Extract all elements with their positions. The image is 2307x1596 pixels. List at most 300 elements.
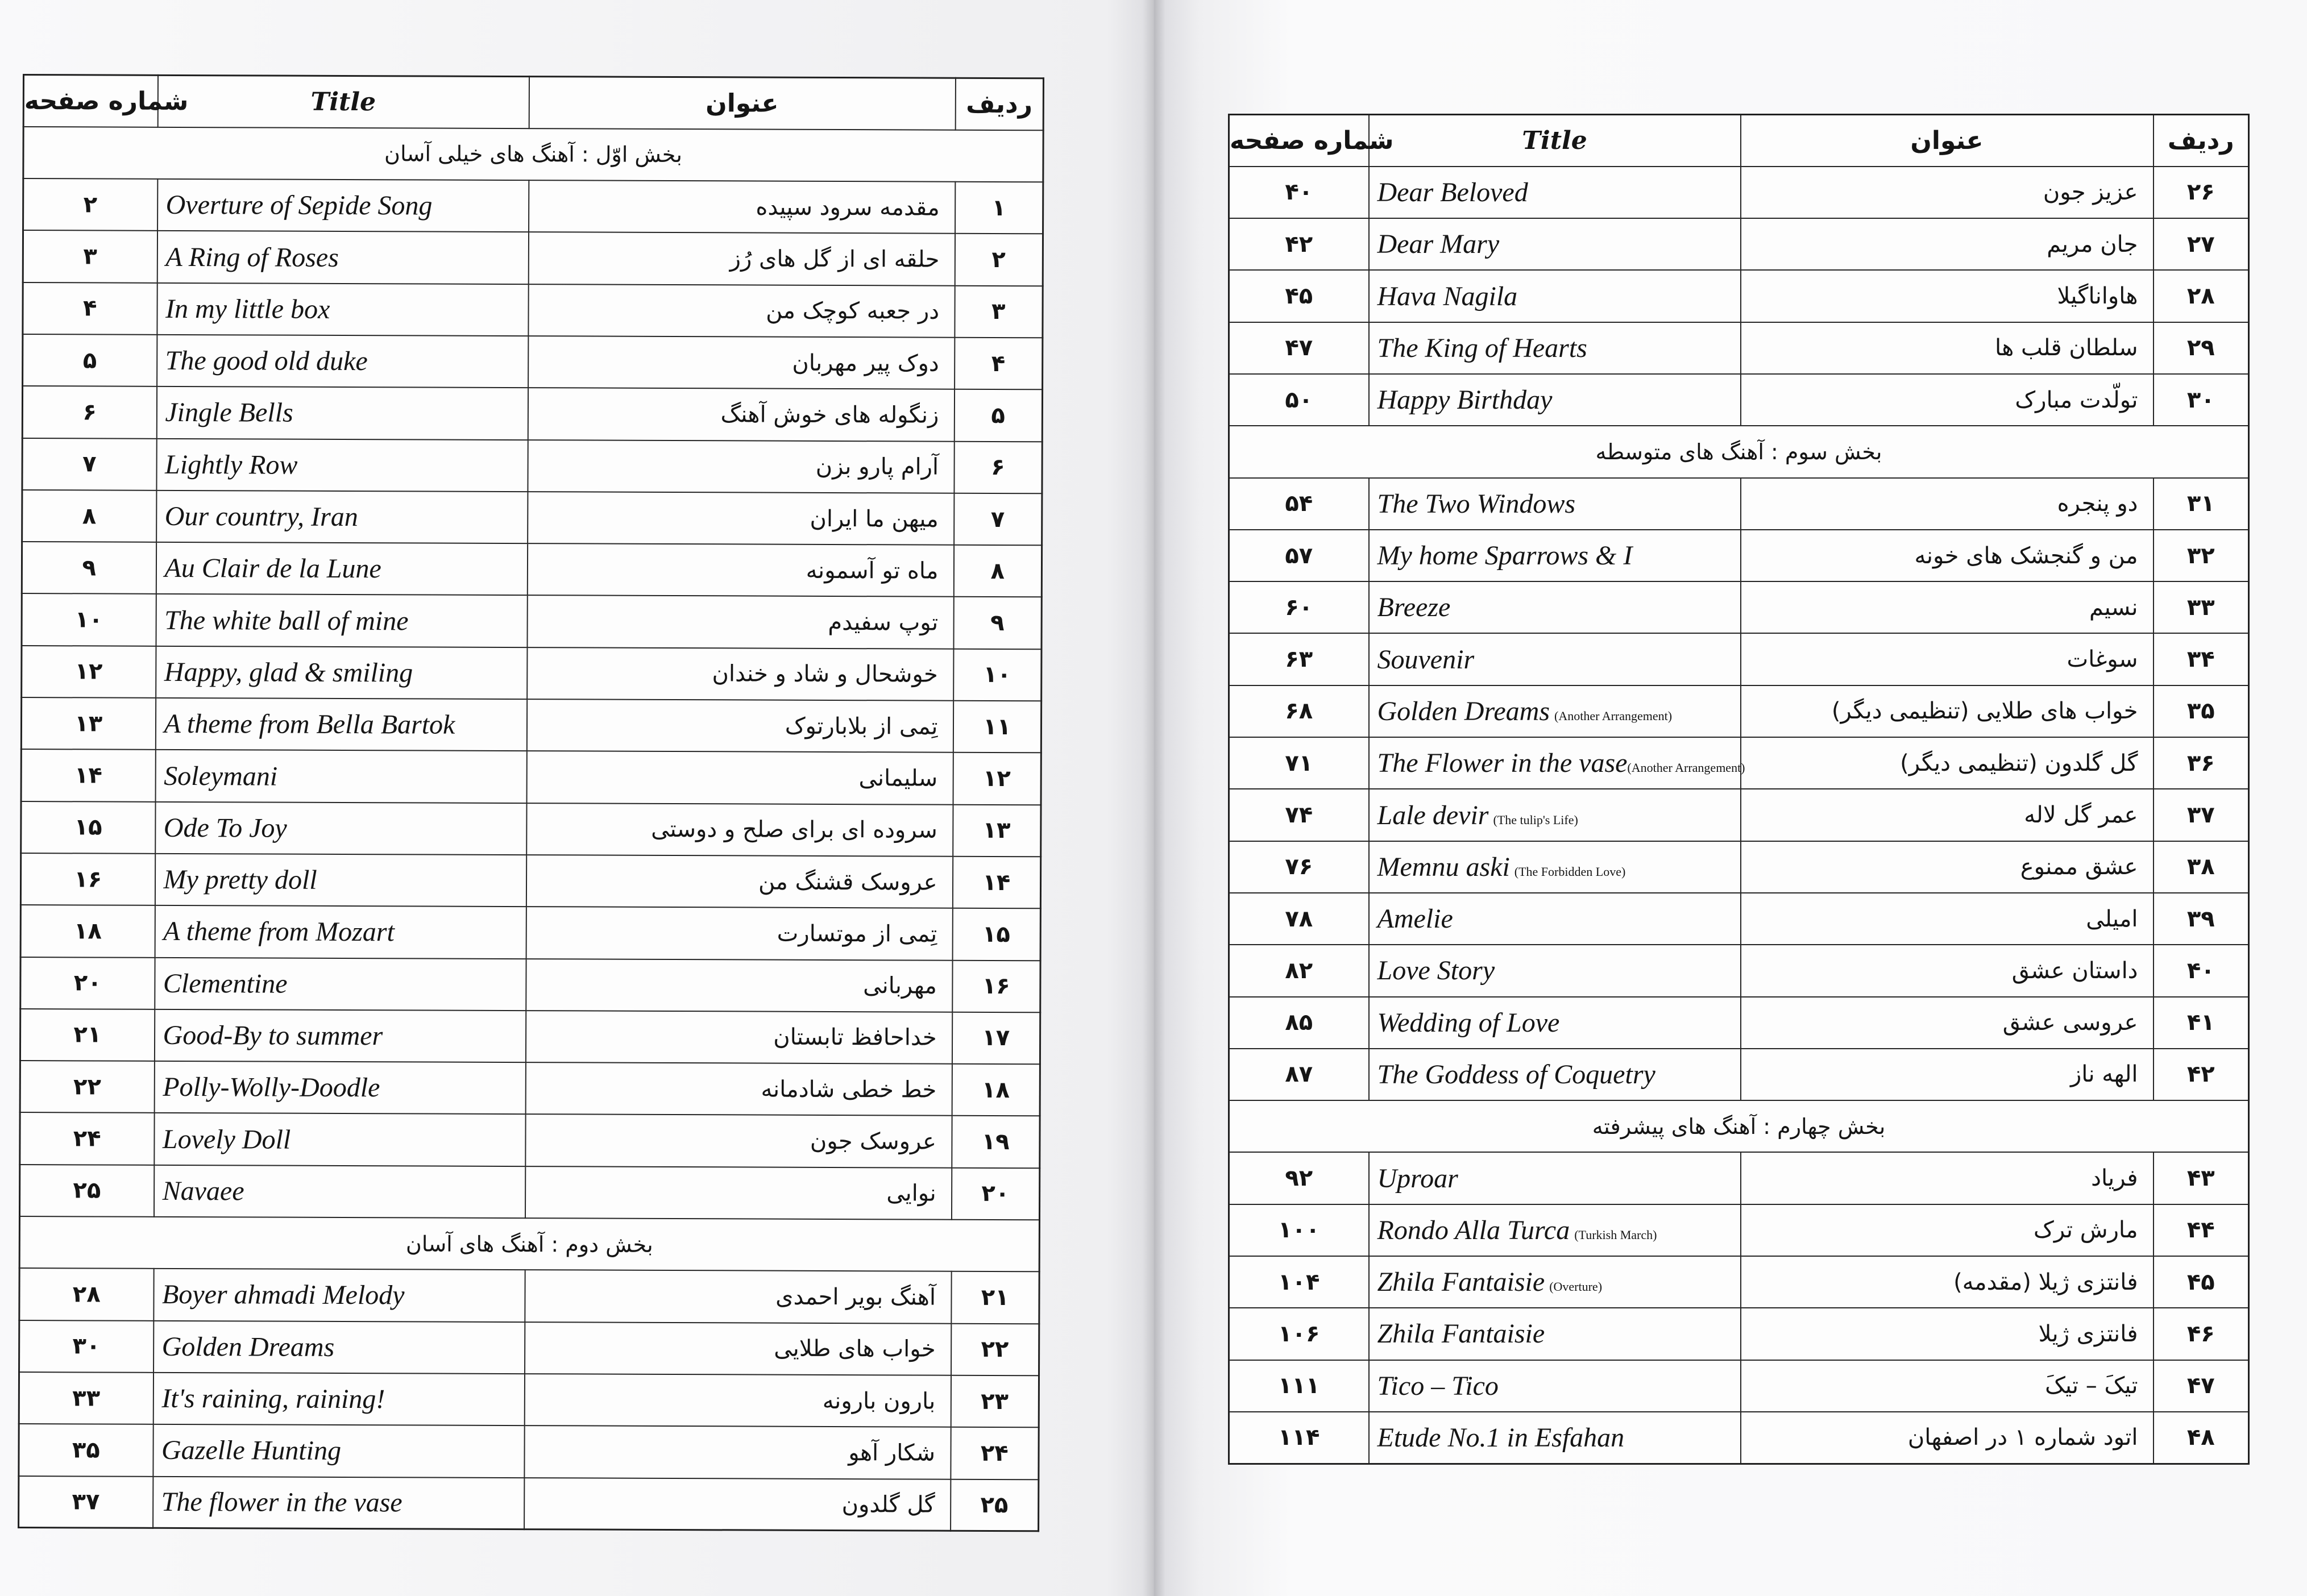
title-fa: ماه تو آسمونه (527, 543, 953, 597)
page-number: ۳۵ (19, 1424, 153, 1476)
section-row (23, 127, 1043, 182)
row-number: ۳۶ (2154, 737, 2249, 789)
title-fa: زنگوله های خوش آهنگ (528, 388, 954, 441)
title-fa: حلقه ای از گل های رُز (528, 232, 955, 285)
title-fa: عمر گل لاله (1741, 789, 2154, 841)
title-en-text: Etude No.1 in Esfahan (1377, 1422, 1625, 1453)
row-number: ۲۸ (2154, 270, 2249, 322)
header-page-number: شماره صفحه (1229, 115, 1369, 167)
title-fa: میهن ما ایران (528, 492, 954, 545)
title-en (153, 1373, 524, 1426)
title-fa: گل گلدون (524, 1478, 951, 1531)
row-number: ۱۵ (952, 908, 1040, 961)
row-number: ۱۷ (952, 1012, 1040, 1065)
header-title-fa: عنوان (529, 77, 955, 130)
row-number: ۳ (955, 285, 1043, 338)
title-en-text: Rondo Alla Turca (1377, 1215, 1570, 1245)
title-en (1369, 1360, 1741, 1412)
title-fa: عروسک جون (525, 1115, 952, 1168)
title-fa: آرام پارو بزن (528, 440, 954, 493)
row-number: ۲ (955, 234, 1043, 286)
title-fa: خواب های طلایی (تنظیمی دیگر) (1741, 685, 2154, 737)
title-en (156, 386, 528, 440)
page-number: ۱۰۴ (1229, 1256, 1369, 1308)
title-fa: آهنگ بویر احمدی (525, 1270, 951, 1323)
page-number: ۴ (23, 282, 157, 335)
title-en-text: A theme from Bella Bartok (164, 709, 455, 740)
toc-row (19, 1372, 1039, 1428)
toc-row (20, 1112, 1040, 1168)
title-en-text: My home Sparrows & I (1377, 541, 1633, 571)
toc-row (22, 593, 1042, 649)
title-en (155, 801, 526, 855)
page-number: ۱۰۶ (1229, 1308, 1369, 1360)
title-fa: هاواناگیلا (1741, 270, 2154, 322)
row-number: ۲۵ (951, 1479, 1039, 1531)
row-number: ۱۴ (952, 857, 1040, 909)
toc-row (1229, 581, 2249, 633)
title-en-text: The flower in the vase (161, 1487, 403, 1518)
title-fa: تیکَ – تیکَ (1741, 1360, 2154, 1412)
title-fa: خوشحال و شاد و خندان (527, 647, 953, 701)
title-fa: تِمی از بلابارتوک (526, 699, 953, 753)
row-number: ۲۴ (951, 1427, 1039, 1479)
title-fa: جان مریم (1741, 218, 2154, 270)
row-number: ۶ (954, 441, 1042, 493)
title-en-text: A theme from Mozart (163, 916, 395, 947)
section-row (19, 1216, 1039, 1272)
page-number: ۸۵ (1229, 997, 1369, 1049)
toc-row (23, 282, 1043, 338)
title-en (153, 1269, 525, 1322)
row-number: ۴۶ (2154, 1308, 2249, 1360)
page-number: ۷۱ (1229, 737, 1369, 789)
row-number: ۸ (953, 545, 1042, 597)
title-en (153, 1476, 524, 1530)
title-en (1369, 685, 1741, 737)
page-number: ۳۰ (19, 1320, 153, 1373)
title-en (155, 905, 526, 959)
toc-row (19, 1320, 1039, 1376)
toc-row (22, 542, 1042, 597)
title-en-text: My pretty doll (163, 864, 317, 895)
title-en-text: Uproar (1377, 1163, 1458, 1194)
title-fa: مقدمه سرود سپیده (529, 180, 955, 234)
title-fa: مهربانی (526, 959, 952, 1012)
page-number: ۴۰ (1229, 167, 1369, 218)
row-number: ۴۲ (2154, 1049, 2249, 1100)
title-en-text: Navaee (162, 1175, 244, 1207)
toc-row (1229, 1308, 2249, 1360)
title-en (1369, 1204, 1741, 1256)
row-number: ۲۰ (951, 1167, 1039, 1220)
title-fa: توپ سفیدم (527, 596, 953, 649)
title-en (155, 750, 526, 803)
toc-row (1229, 1049, 2249, 1100)
title-en (1369, 633, 1741, 685)
title-en-text: Soleymani (164, 760, 278, 792)
page-number: ۷۴ (1229, 789, 1369, 841)
title-en (1369, 737, 1745, 789)
title-fa: فانتزی ژیلا (1741, 1308, 2154, 1360)
toc-row (1229, 322, 2249, 374)
title-fa: خط خطی شادمانه (525, 1062, 952, 1116)
toc-row (1229, 270, 2249, 322)
title-en-text: Hava Nagila (1377, 281, 1518, 311)
row-number: ۱۸ (952, 1064, 1040, 1116)
title-fa: بارون بارونه (524, 1374, 951, 1427)
title-en (1369, 581, 1741, 633)
row-number: ۲۶ (2154, 167, 2249, 218)
row-number: ۱۲ (953, 753, 1041, 805)
title-fa: خواب های طلایی (525, 1322, 951, 1375)
title-en (153, 1165, 525, 1219)
title-en-text: Boyer ahmadi Melody (161, 1279, 405, 1311)
title-en-text: Memnu aski (1377, 851, 1510, 882)
title-en (1369, 1152, 1741, 1204)
row-number: ۳۲ (2154, 530, 2249, 581)
row-number: ۳۳ (2154, 581, 2249, 633)
toc-row (22, 646, 1042, 701)
page-number: ۱۰ (22, 593, 156, 646)
page-number: ۹۲ (1229, 1152, 1369, 1204)
row-number: ۳۷ (2154, 789, 2249, 841)
row-number: ۴۴ (2154, 1204, 2249, 1256)
title-en-text: The Two Windows (1377, 488, 1576, 519)
right-toc-table (1228, 114, 2250, 1465)
toc-row (1229, 478, 2249, 530)
title-en-text: The King of Hearts (1377, 332, 1587, 363)
title-en (1369, 841, 1741, 893)
title-en-text: Gazelle Hunting (161, 1435, 342, 1466)
page-number: ۵۴ (1229, 478, 1369, 530)
page-number: ۲ (23, 178, 157, 231)
title-en-text: The Flower in the vase (1377, 748, 1628, 779)
toc-row (20, 853, 1040, 909)
toc-row (22, 386, 1042, 442)
title-en (157, 231, 528, 284)
toc-row (20, 957, 1040, 1013)
row-number: ۴۳ (2154, 1152, 2249, 1204)
title-en-note: (The tulip's Life) (1493, 812, 1578, 827)
page-number: ۷ (22, 438, 156, 491)
toc-row (1229, 685, 2249, 737)
page-number: ۱۰۰ (1229, 1204, 1369, 1256)
title-en (1369, 530, 1741, 581)
title-en-text: Good-By to summer (163, 1020, 383, 1051)
title-en-note: (Another Arrangement) (1554, 708, 1673, 723)
row-number: ۱۱ (953, 701, 1041, 753)
title-en (1369, 945, 1741, 996)
row-number: ۱۳ (953, 804, 1041, 857)
toc-row (1229, 1204, 2249, 1256)
title-fa: فریاد (1741, 1152, 2154, 1204)
title-en (1369, 167, 1741, 218)
title-en-text: Wedding of Love (1377, 1007, 1560, 1038)
title-fa: تِمی از موتسارت (526, 907, 952, 960)
page-number: ۵۰ (1229, 374, 1369, 426)
page-number: ۶ (22, 386, 156, 438)
title-en-text: Au Clair de la Lune (164, 553, 381, 584)
row-number: ۷ (954, 493, 1042, 546)
section-heading: بخش سوم : آهنگ های متوسطه (1229, 426, 2249, 477)
row-number: ۱۶ (952, 960, 1040, 1012)
title-fa: سلطان قلب ها (1741, 322, 2154, 374)
title-en-text: Dear Beloved (1377, 177, 1528, 207)
page-number: ۲۵ (19, 1165, 153, 1217)
page-number: ۱۳ (21, 697, 155, 750)
title-fa: شکار آهو (524, 1425, 951, 1479)
toc-row (20, 905, 1040, 961)
title-en (154, 1113, 525, 1166)
title-en (1369, 478, 1741, 530)
header-row (23, 75, 1043, 131)
title-en-note: (The Forbidden Love) (1514, 864, 1626, 879)
row-number: ۳۴ (2154, 633, 2249, 685)
title-en (1369, 270, 1741, 322)
title-en (156, 646, 527, 700)
row-number: ۳۰ (2154, 374, 2249, 426)
title-en-text: Golden Dreams (1377, 696, 1550, 726)
header-row-number: ردیف (955, 78, 1043, 130)
toc-row (1229, 1152, 2249, 1204)
title-en (1369, 1412, 1741, 1464)
title-fa: اتود شماره ۱ در اصفهان (1741, 1412, 2154, 1464)
title-fa: عروسک قشنگ من (526, 855, 952, 908)
title-en-text: Jingle Bells (165, 397, 293, 429)
title-fa: خداحافظ تابستان (525, 1011, 952, 1064)
title-en (157, 335, 528, 388)
title-fa: در جعبه کوچک من (528, 284, 955, 338)
toc-row (1229, 1360, 2249, 1412)
title-en-text: Breeze (1377, 592, 1451, 623)
toc-row (1229, 633, 2249, 685)
title-en-text: Lovely Doll (162, 1124, 291, 1155)
title-en-text: Tico – Tico (1377, 1370, 1499, 1401)
row-number: ۴۸ (2154, 1412, 2249, 1464)
title-en-text: The good old duke (165, 346, 368, 377)
title-en-note: (Turkish March) (1574, 1227, 1657, 1242)
title-fa: عروسی عشق (1741, 997, 2154, 1049)
title-en (1369, 218, 1741, 270)
row-number: ۲۹ (2154, 322, 2249, 374)
row-number: ۲۲ (951, 1323, 1039, 1375)
title-en (153, 1424, 524, 1478)
toc-row (1229, 218, 2249, 270)
title-fa: گل گلدون (تنظیمی دیگر) (1741, 737, 2154, 789)
title-en-text: Zhila Fantaisie (1377, 1267, 1545, 1298)
toc-row (23, 178, 1043, 234)
title-en-text: It's raining, raining! (161, 1383, 385, 1415)
title-fa: سوغات (1741, 633, 2154, 685)
title-en-note: (Another Arrangement) (1627, 760, 1745, 775)
left-toc-table (18, 74, 1044, 1532)
title-en (1369, 1308, 1741, 1360)
title-fa: عزیز جون (1741, 167, 2154, 218)
title-en-text: Amelie (1377, 904, 1453, 934)
title-fa: دوک پیر مهربان (528, 336, 955, 389)
toc-row (21, 801, 1041, 857)
toc-row (1229, 737, 2249, 789)
page-number: ۸۲ (1229, 945, 1369, 996)
page-number: ۱۴ (21, 749, 155, 801)
row-number: ۴۷ (2154, 1360, 2249, 1412)
title-fa: سروده ای برای صلح و دوستی (526, 803, 953, 857)
title-en (1369, 322, 1741, 374)
title-fa: مارش ترک (1741, 1204, 2154, 1256)
page-number: ۲۱ (20, 1009, 154, 1061)
page-number: ۳۷ (19, 1476, 153, 1528)
title-en (1369, 893, 1741, 945)
toc-row (1229, 945, 2249, 996)
section-heading: بخش چهارم : آهنگ های پیشرفته (1229, 1100, 2249, 1152)
row-number: ۴ (955, 338, 1043, 390)
title-en-text: Dear Mary (1377, 229, 1500, 260)
page-number: ۷۶ (1229, 841, 1369, 893)
page-number: ۱۱۴ (1229, 1412, 1369, 1464)
title-en-text: Our country, Iran (164, 501, 358, 533)
title-en-text: A Ring of Roses (165, 242, 339, 273)
toc-row (1229, 1412, 2249, 1464)
title-en (157, 283, 528, 336)
page-number: ۱۱۱ (1229, 1360, 1369, 1412)
row-number: ۴۰ (2154, 945, 2249, 996)
title-en (1369, 997, 1741, 1049)
row-number: ۱۹ (952, 1116, 1040, 1168)
page-number: ۶۳ (1229, 633, 1369, 685)
title-en-text: Souvenir (1377, 644, 1475, 675)
page-number: ۴۲ (1229, 218, 1369, 270)
title-en (154, 1009, 525, 1063)
page-number: ۲۸ (19, 1268, 153, 1320)
title-en (1369, 1256, 1741, 1308)
row-number: ۲۳ (951, 1375, 1039, 1428)
row-number: ۴۱ (2154, 997, 2249, 1049)
title-en-text: Overture of Sepide Song (165, 190, 433, 221)
section-row (1229, 1100, 2249, 1152)
title-fa: دو پنجره (1741, 478, 2154, 530)
page-number: ۴۷ (1229, 322, 1369, 374)
page-number: ۵ (23, 334, 157, 386)
header-row (1229, 115, 2249, 167)
title-fa: تولّدت مبارک (1741, 374, 2154, 426)
toc-row (1229, 893, 2249, 945)
title-en-text: Polly-Wolly-Doodle (163, 1072, 380, 1103)
title-fa: فانتزی ژیلا (مقدمه) (1741, 1256, 2154, 1308)
title-en-text: Happy Birthday (1377, 385, 1553, 415)
header-title-fa: عنوان (1741, 115, 2154, 167)
title-en-text: Happy, glad & smiling (164, 656, 413, 688)
title-en (1369, 789, 1741, 841)
title-en (1369, 1049, 1741, 1100)
title-fa: نوایی (525, 1166, 951, 1220)
page-number: ۲۴ (20, 1112, 154, 1165)
toc-row (23, 334, 1043, 390)
toc-row (1229, 997, 2249, 1049)
toc-row (1229, 1256, 2249, 1308)
row-number: ۳۵ (2154, 685, 2249, 737)
title-en-text: Lale devir (1377, 800, 1489, 830)
toc-row (22, 438, 1042, 494)
title-en (155, 698, 526, 751)
title-en (154, 1061, 525, 1115)
page-number: ۹ (22, 542, 156, 594)
toc-row (21, 697, 1041, 753)
title-fa: الهه ناز (1741, 1049, 2154, 1100)
header-title-en: Title (1369, 115, 1741, 167)
title-en (156, 542, 527, 596)
title-en (153, 1320, 525, 1374)
page-number: ۷۸ (1229, 893, 1369, 945)
toc-row (19, 1165, 1039, 1220)
row-number: ۱۰ (953, 649, 1042, 701)
header-row-number: ردیف (2154, 115, 2249, 167)
title-en-text: The Goddess of Coquetry (1377, 1059, 1655, 1090)
page-number: ۳۳ (19, 1372, 153, 1424)
toc-row (1229, 789, 2249, 841)
page-number: ۱۲ (22, 646, 156, 698)
toc-row (19, 1476, 1039, 1532)
title-en-text: In my little box (165, 293, 330, 325)
row-number: ۵ (954, 389, 1042, 442)
page-number: ۱۸ (20, 905, 155, 957)
title-en-note: (Overture) (1549, 1279, 1603, 1294)
toc-row (20, 1061, 1040, 1116)
section-row (1229, 426, 2249, 477)
title-en (156, 491, 528, 544)
header-page-number: شماره صفحه (23, 75, 157, 127)
page-number: ۱۵ (21, 801, 155, 854)
title-en-text: Zhila Fantaisie (1377, 1319, 1545, 1349)
page-number: ۲۲ (20, 1061, 154, 1113)
toc-row (23, 230, 1043, 286)
page-number: ۸۷ (1229, 1049, 1369, 1100)
title-en-text: Lightly Row (165, 449, 298, 480)
toc-row (1229, 374, 2249, 426)
toc-row (19, 1424, 1039, 1479)
title-fa: عشق ممنوع (1741, 841, 2154, 893)
page-number: ۲۰ (20, 957, 155, 1009)
toc-row (20, 1009, 1040, 1065)
title-en (155, 854, 526, 907)
row-number: ۴۵ (2154, 1256, 2249, 1308)
row-number: ۳۸ (2154, 841, 2249, 893)
title-fa: داستان عشق (1741, 945, 2154, 996)
section-heading: بخش دوم : آهنگ های آسان (19, 1216, 1039, 1272)
row-number: ۲۱ (951, 1271, 1039, 1324)
page-number: ۶۰ (1229, 581, 1369, 633)
title-fa: سلیمانی (526, 751, 953, 804)
title-en-text: Ode To Joy (163, 812, 287, 843)
title-en-text: The white ball of mine (164, 605, 409, 636)
page-number: ۸ (22, 490, 156, 542)
title-en-text: Clementine (163, 968, 288, 999)
toc-row (22, 490, 1042, 546)
title-fa: امیلی (1741, 893, 2154, 945)
section-heading: بخش اوّل : آهنگ های خیلی آسان (23, 127, 1043, 182)
page-number: ۶۸ (1229, 685, 1369, 737)
header-title-en: Title (157, 75, 529, 128)
row-number: ۳۱ (2154, 478, 2249, 530)
page-number: ۴۵ (1229, 270, 1369, 322)
page-number: ۳ (23, 230, 157, 282)
toc-row (19, 1268, 1039, 1324)
row-number: ۱ (955, 182, 1043, 234)
toc-row (1229, 841, 2249, 893)
row-number: ۹ (953, 597, 1042, 649)
title-fa: من و گنجشک های خونه (1741, 530, 2154, 581)
row-number: ۲۷ (2154, 218, 2249, 270)
